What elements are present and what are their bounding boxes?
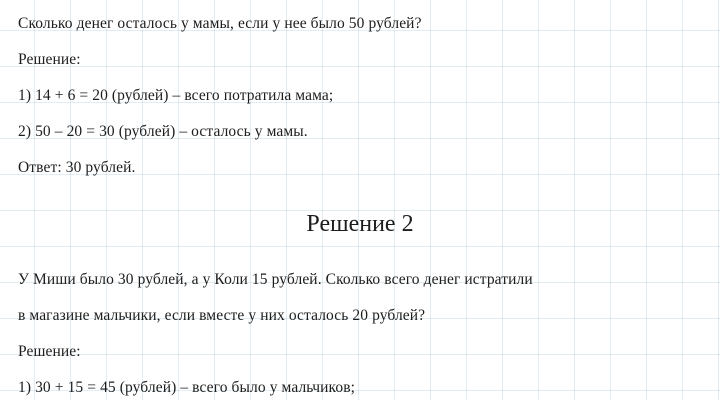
solution-1-step-2: 2) 50 – 20 = 30 (рублей) – осталось у мамы.	[18, 123, 308, 140]
question-2-text-line-2: в магазине мальчики, если вместе у них осталось 20 рублей?	[18, 307, 426, 324]
solution-1-step-1: 1) 14 + 6 = 20 (рублей) – всего потратила мама;	[18, 87, 334, 104]
solution-2-step-1: 1) 30 + 15 = 45 (рублей) – всего было у мальчиков;	[18, 379, 356, 396]
solution-2-label: Решение:	[18, 343, 81, 360]
section-heading: Решение 2	[306, 211, 414, 237]
question-2-text-line-1: У Миши было 30 рублей, а у Коли 15 рублей. Сколько всего денег истратили	[18, 271, 533, 288]
question-1-text: Сколько денег осталось у мамы, если у нее было 50 рублей?	[18, 15, 422, 32]
solution-1-label: Решение:	[18, 51, 81, 68]
section-spacer	[18, 186, 702, 194]
solution-1-answer: Ответ: 30 рублей.	[18, 159, 136, 176]
heading-spacer	[18, 248, 702, 262]
